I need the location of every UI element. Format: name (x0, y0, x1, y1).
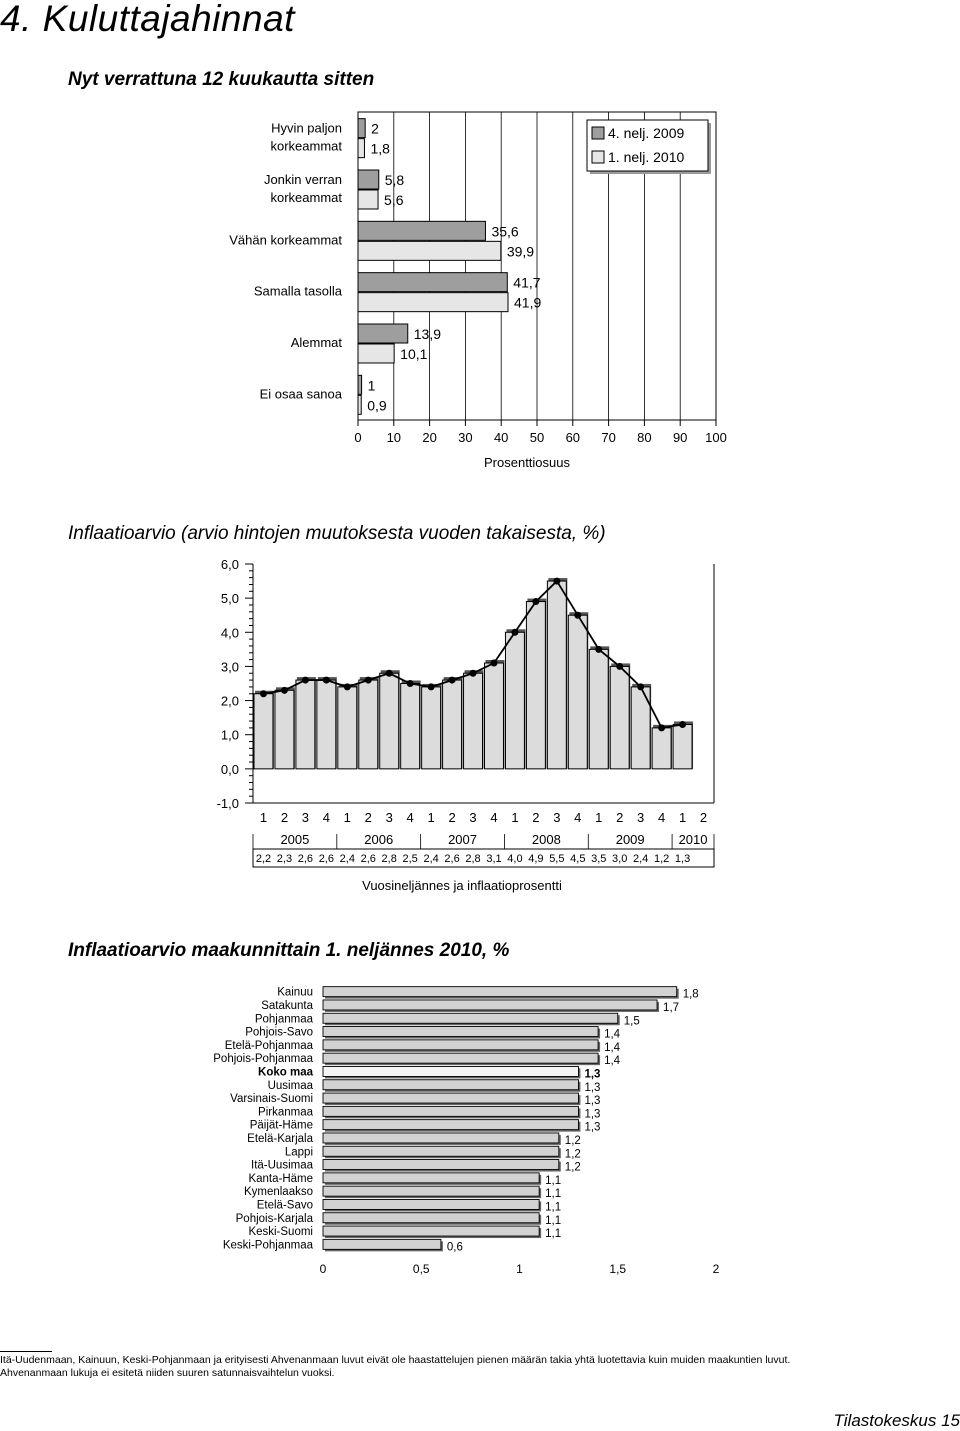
bar (323, 1146, 559, 1156)
bar (323, 1106, 578, 1116)
x-tick-label: 90 (672, 430, 688, 445)
value-label: 3,1 (486, 853, 502, 865)
y-tick-label: 0,0 (220, 761, 239, 777)
chart3-title: Inflaatioarvio maakunnittain 1. neljännes 2010, % (68, 940, 510, 961)
quarter-label: 2 (448, 810, 456, 825)
page-footer: Tilastokeskus 15 (833, 1411, 960, 1430)
bar (323, 1027, 598, 1037)
data-label: 1,1 (545, 1201, 562, 1214)
quarter-label: 1 (427, 810, 435, 825)
data-label: 1,1 (545, 1188, 562, 1201)
data-label: 1,4 (604, 1055, 621, 1068)
region-label: Itä-Uusimaa (251, 1159, 313, 1172)
value-label: 1,2 (653, 853, 670, 865)
x-tick-label: 60 (565, 430, 581, 445)
bar (323, 1173, 539, 1183)
bar (323, 1120, 578, 1130)
footnote-text-2: Ahvenanmaan lukuja ei esitetä niiden suuren satunnaisvaihtelun vuoksi. (0, 1367, 335, 1379)
bar (323, 1000, 657, 1010)
region-label: Pirkanmaa (258, 1106, 313, 1119)
quarter-label: 2 (699, 810, 708, 825)
data-label: 1,3 (584, 1108, 601, 1121)
quarter-label: 1 (595, 810, 603, 825)
data-label: 1,1 (545, 1174, 562, 1187)
data-label: 1,2 (564, 1134, 581, 1147)
region-label: Kymenlaakso (243, 1186, 313, 1199)
data-label: 1,4 (604, 1028, 621, 1041)
region-label: Etelä-Pohjanmaa (224, 1039, 313, 1052)
value-label: 4,9 (528, 853, 544, 865)
bar (323, 1053, 598, 1063)
footnote-divider (0, 1351, 52, 1352)
quarter-label: 4 (574, 810, 582, 825)
value-label: 2,4 (339, 853, 355, 865)
year-label: 2005 (280, 832, 310, 847)
legend-label: 1. nelj. 2010 (608, 149, 685, 165)
bar (323, 1133, 559, 1143)
region-label: Keski-Suomi (248, 1226, 313, 1239)
data-label: 10,1 (400, 346, 428, 362)
x-tick-label: 20 (422, 430, 437, 445)
quarter-label: 4 (406, 810, 414, 825)
chart2-title: Inflaatioarvio (arvio hintojen muutoksesta vuoden takaisesta, %) (68, 523, 606, 544)
category-label: korkeammat (270, 138, 342, 154)
bar (323, 1093, 578, 1103)
y-tick-label: 1,0 (220, 727, 239, 743)
quarter-label: 4 (322, 810, 330, 825)
y-tick-label: 5,0 (220, 591, 239, 607)
bar (323, 1013, 618, 1023)
x-tick-label: 1,5 (609, 1262, 627, 1276)
y-tick-label: 6,0 (220, 557, 239, 572)
region-label: Pohjois-Savo (245, 1026, 313, 1039)
data-label: 39,9 (506, 243, 535, 260)
quarter-label: 4 (490, 810, 498, 825)
region-label: Uusimaa (267, 1079, 313, 1092)
x-tick-label: 0 (354, 430, 362, 445)
value-label: 3,5 (591, 853, 607, 865)
x-axis-label: Prosenttiosuus (484, 455, 570, 470)
quarter-label: 3 (385, 810, 393, 825)
value-label: 2,3 (276, 853, 293, 865)
category-label: Hyvin paljon (271, 120, 342, 136)
region-label: Pohjois-Karjala (235, 1212, 313, 1225)
category-label: Samalla tasolla (253, 283, 342, 299)
quarter-label: 1 (343, 810, 351, 825)
x-tick-label: 70 (601, 430, 616, 445)
quarter-label: 3 (469, 810, 477, 825)
x-tick-label: 2 (712, 1262, 720, 1276)
data-label: 1,2 (564, 1148, 581, 1161)
bar (323, 1040, 598, 1050)
x-tick-label: 50 (529, 430, 545, 445)
value-label: 2,4 (423, 853, 439, 865)
value-label: 2,8 (381, 853, 397, 865)
value-label: 2,6 (444, 853, 460, 865)
data-label: 1,3 (584, 1121, 601, 1134)
year-label: 2007 (448, 832, 478, 847)
quarter-label: 2 (364, 810, 372, 825)
x-tick-label: 0 (319, 1262, 327, 1276)
x-tick-label: 0,5 (412, 1262, 430, 1276)
region-label: Satakunta (261, 999, 313, 1012)
value-label: 4,5 (570, 853, 586, 865)
x-tick-label: 100 (705, 430, 727, 445)
bar (323, 1080, 578, 1090)
quarter-label: 1 (678, 810, 687, 825)
document-title: 4. Kuluttajahinnat (0, 0, 295, 39)
quarter-label: 2 (280, 810, 289, 825)
value-label: 2,6 (297, 853, 314, 865)
category-label: Ei osaa sanoa (259, 386, 342, 402)
category-label: Alemmat (290, 335, 342, 350)
year-label: 2010 (678, 832, 708, 847)
value-label: 2,8 (465, 853, 481, 865)
data-label: 1,3 (584, 1095, 601, 1108)
value-label: 3,0 (612, 853, 628, 865)
quarter-label: 2 (532, 810, 540, 825)
bar (323, 1186, 539, 1196)
region-label: Lappi (284, 1146, 313, 1159)
value-label: 2,6 (318, 853, 334, 865)
bar (323, 987, 677, 997)
data-label: 41,9 (514, 294, 542, 311)
data-label: 5,6 (384, 192, 404, 208)
data-label: 13,9 (413, 326, 442, 342)
value-label: 2,5 (402, 853, 418, 865)
category-label: korkeammat (270, 190, 342, 205)
region-label: Kainuu (277, 986, 313, 999)
data-label: 1,7 (663, 1001, 680, 1014)
chart1-title: Nyt verrattuna 12 kuukautta sitten (68, 69, 375, 90)
data-label: 1,1 (545, 1214, 562, 1227)
category-label: Vähän korkeammat (229, 232, 342, 248)
bar (323, 1066, 578, 1076)
bar (323, 1160, 559, 1170)
quarter-label: 2 (616, 810, 624, 825)
bar (323, 1213, 539, 1223)
y-tick-label: -1,0 (216, 796, 239, 811)
data-label: 5,8 (384, 172, 405, 188)
value-label: 5,5 (549, 853, 565, 865)
region-label: Pohjois-Pohjanmaa (213, 1053, 313, 1066)
legend-label: 4. nelj. 2009 (608, 125, 685, 141)
data-label: 1,3 (584, 1068, 601, 1081)
category-label: Jonkin verran (263, 172, 342, 187)
footnote-text-1: Itä-Uudenmaan, Kainuun, Keski-Pohjanmaan ja erityisesti Ahvenanmaan luvut eivät ole haastattelujen pienen määrän takia yhtä luotettavia kuin muiden maakuntien luvut. (0, 1354, 791, 1366)
value-label: 2,4 (633, 853, 649, 865)
data-label: 35,6 (491, 223, 519, 240)
quarter-label: 1 (511, 810, 519, 825)
bar (323, 1239, 441, 1249)
x-tick-label: 10 (386, 430, 402, 445)
x-tick-label: 40 (493, 430, 509, 445)
x-axis-label: Vuosineljännes ja inflaatioprosentti (362, 878, 562, 893)
x-tick-label: 30 (458, 430, 473, 445)
region-label: Kanta-Häme (248, 1172, 313, 1185)
data-label: 1 (367, 377, 376, 394)
data-label: 1,4 (604, 1041, 621, 1054)
x-tick-label: 80 (637, 430, 652, 445)
data-label: 41,7 (513, 274, 541, 291)
x-tick-label: 1 (516, 1262, 523, 1276)
year-label: 2009 (615, 832, 645, 847)
year-label: 2006 (364, 832, 394, 847)
y-tick-label: 3,0 (220, 659, 239, 675)
region-label: Pohjanmaa (254, 1013, 313, 1026)
data-label: 1,5 (623, 1015, 640, 1028)
data-label: 1,3 (584, 1081, 601, 1094)
quarter-label: 3 (637, 810, 645, 825)
data-label: 1,8 (370, 140, 390, 157)
y-tick-label: 2,0 (220, 693, 239, 709)
data-label: 1,8 (682, 988, 699, 1001)
data-label: 0,6 (446, 1241, 463, 1254)
data-label: 0,9 (367, 397, 387, 414)
data-label: 1,2 (564, 1161, 581, 1174)
data-label: 2 (371, 120, 379, 137)
region-label: Keski-Pohjanmaa (222, 1239, 313, 1252)
bar (323, 1226, 539, 1236)
bar (323, 1199, 539, 1209)
region-label: Päijät-Häme (249, 1119, 313, 1132)
value-label: 1,3 (674, 853, 691, 865)
year-label: 2008 (531, 832, 561, 847)
region-label: Etelä-Karjala (247, 1132, 313, 1145)
quarter-label: 3 (553, 810, 561, 825)
value-label: 4,0 (507, 853, 523, 865)
quarter-label: 3 (301, 810, 310, 825)
value-label: 2,6 (360, 853, 376, 865)
quarter-label: 1 (259, 810, 268, 825)
value-label: 2,2 (255, 853, 272, 865)
data-label: 1,1 (545, 1228, 562, 1241)
region-label: Varsinais-Suomi (230, 1093, 313, 1106)
y-tick-label: 4,0 (220, 625, 239, 641)
region-label: Etelä-Savo (256, 1199, 313, 1212)
quarter-label: 4 (657, 810, 666, 825)
region-label: Koko maa (258, 1066, 313, 1079)
